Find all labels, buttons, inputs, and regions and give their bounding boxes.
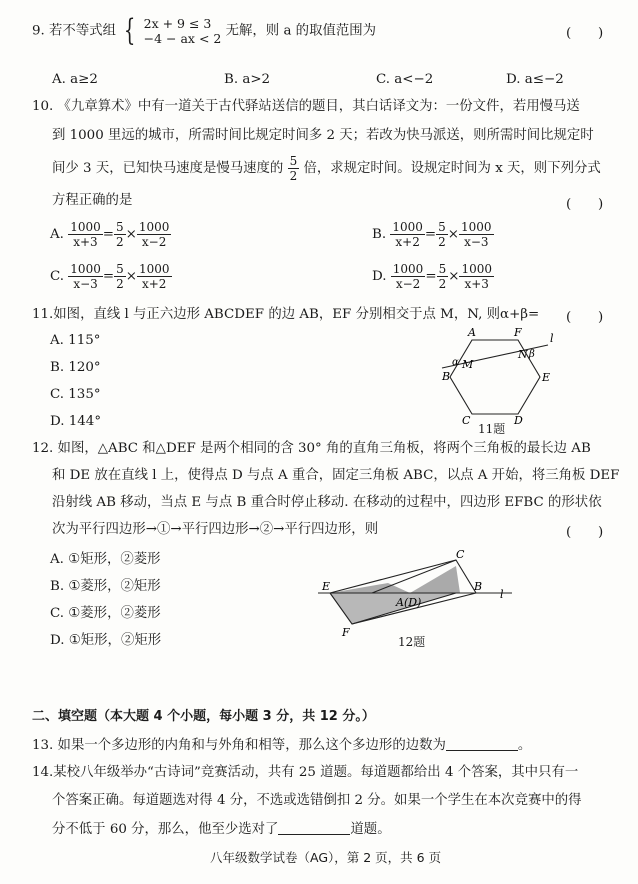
option-label: C. [50,269,65,284]
q9-option-d: D. a≤−2 [506,72,564,87]
q11-stem: 11.如图，直线 l 与正六边形 ABCDEF 的边 AB，EF 分别相交于点 M，N, 则α+β= [32,307,540,322]
label-e: E [542,371,551,384]
frac-numerator: 5 [116,262,124,276]
q13 [32,736,531,755]
q14-line3b: 道题。 [350,822,391,837]
label-n: N [518,348,528,361]
q12-answer-paren: ( ) [566,525,604,540]
q9-post-text: 无解，则 a 的取值范围为 [225,23,377,39]
shaded-region-left [330,583,410,593]
q12-figure-caption: 12题 [398,635,426,649]
frac-numerator: 5 [438,262,447,276]
q10-answer-paren: ( ) [566,197,604,212]
frac-denominator: x+2 [395,235,420,249]
label-a: A [468,326,476,339]
frac-denominator: x−3 [464,235,489,249]
label-l: l [500,588,504,601]
section-heading: 二、填空题（本大题 4 个小题，每小题 3 分，共 12 分。） [32,709,375,724]
q11-figure-caption: 11题 [478,422,506,436]
q9-number: 9. [32,23,45,39]
label-e: E [322,580,331,593]
frac-denominator: 2 [289,169,298,183]
frac [391,262,426,291]
label-l: l [550,332,554,345]
frac-numerator: 5 [289,154,298,168]
q11-answer-paren: ( ) [566,310,604,325]
q9-eq2: −4 − ax < 2 [143,31,222,46]
q10-line3a: 间少 3 天，已知快马速度是慢马速度的 [52,161,284,176]
label-d: D [514,414,523,427]
q12-option-c: C. ①菱形，②菱形 [50,606,161,621]
q13-answer-blank[interactable] [446,736,518,751]
q9-option-c: C. a<−2 [376,72,434,87]
frac-denominator: 2 [116,277,124,291]
q12-triangles-figure [310,548,520,643]
label-c: C [456,548,465,561]
frac-numerator: 1000 [70,220,101,234]
q12-line3: 沿射线 AB 移动，当点 E 与点 B 重合时停止移动. 在移动的过程中，四边形 EFBC 的形状依 [52,495,602,510]
q12-line1: 12. 如图，△ABC 和△DEF 是两个相同的含 30° 角的直角三角板，将两个三角板的最长边 AB [32,441,591,456]
frac [137,262,172,291]
q14-line3 [52,820,391,839]
frac [459,220,494,249]
q10-line2: 到 1000 里远的城市，所需时间比规定时间多 2 天；若改为快马派送，则所需时间比规定时 [52,128,594,143]
q10-option-c: C. $\frac{1000}{x-3}$ = $\frac{5}{2}$ × $\frac{1000}{x+2}$ [50,262,170,291]
frac-numerator: 1000 [461,262,492,276]
q11-option-b: B. 120° [50,360,101,375]
q14-line1: 14.某校八年级举办“古诗词”竞赛活动，共有 25 道题。每道题都给出 4 个答案，其中只有一 [32,765,579,780]
q9-option-b: B. a>2 [224,72,271,87]
frac-numerator: 5 [438,220,446,234]
q14-line3a: 分不低于 60 分，那么，他至少选对了 [52,822,279,837]
q14-line2: 个答案正确。每道题选对得 4 分，不选或选错倒扣 2 分。如果一个学生在本次竞赛中的得 [52,793,582,808]
q9-system [144,16,222,46]
q9-eq1: 2x + 9 ≤ 3 [143,16,212,31]
label-c: C [462,414,471,427]
q13-end: 。 [517,738,532,753]
q12-line2: 和 DE 放在直线 l 上，使得点 D 与点 A 重合，固定三角板 ABC，以点 A 开始，将三角板 DEF [52,468,620,483]
option-label: B. [372,227,387,242]
label-a-d: A(D) [396,596,422,609]
frac [459,262,494,291]
frac-denominator: x−3 [73,277,98,291]
q12-option-a: A. ①矩形，②菱形 [50,552,161,567]
frac-numerator: 5 [115,220,124,234]
frac-denominator: 2 [438,277,447,291]
label-beta: β [529,349,535,360]
page-footer: 八年级数学试卷（AG），第 2 页，共 6 页 [210,850,442,865]
label-b: B [474,580,483,593]
frac [68,220,103,249]
frac-numerator: 1000 [461,220,492,234]
frac-numerator: 1000 [70,262,101,276]
q10-option-d: D. $\frac{1000}{x-2}$ = $\frac{5}{2}$ × $\frac{1000}{x+3}$ [372,262,492,291]
frac-numerator: 1000 [392,262,424,276]
option-label: A. [50,227,64,242]
frac-denominator: 2 [438,235,446,249]
q10-line1: 10. 《九章算术》中有一道关于古代驿站送信的题目，其白话译文为：一份文件，若用慢马送 [32,99,580,114]
frac [436,220,448,249]
q10-line3 [52,154,601,184]
q9-option-a: A. a≥2 [52,72,98,87]
frac-denominator: 2 [115,235,124,249]
q9-answer-paren: ( ) [566,26,604,41]
q10-line4: 方程正确的是 [52,193,133,208]
frac [114,262,126,291]
q9-brace: { [124,13,136,48]
frac-numerator: 1000 [138,220,170,234]
frac-denominator: x+3 [73,235,98,249]
frac-numerator: 1000 [392,220,423,234]
q11-option-d: D. 144° [50,414,102,429]
label-m: M [462,358,474,371]
q10-option-a: A. $\frac{1000}{x+3}$ = $\frac{5}{2}$ × $\frac{1000}{x-2}$ [50,220,170,249]
q10-option-b: B. $\frac{1000}{x+2}$ = $\frac{5}{2}$ × $\frac{1000}{x-3}$ [372,220,492,249]
label-f: F [342,626,350,639]
frac-numerator: 1000 [138,262,170,276]
label-alpha: α [452,357,459,368]
label-f: F [514,326,522,339]
q9-pre-text: 若不等式组 [49,23,116,39]
q13-text: 13. 如果一个多边形的内角和与外角和相等，那么这个多边形的边数为 [32,738,446,753]
q11-option-a: A. 115° [50,333,101,348]
q12-option-d: D. ①矩形，②矩形 [50,633,162,648]
frac-denominator: x+3 [464,277,489,291]
frac-denominator: x+2 [141,277,167,291]
q9-stem [32,13,377,48]
q12-line4: 次为平行四边形→①→平行四边形→②→平行四边形，则 [52,522,379,537]
label-b: B [442,370,451,383]
frac [437,262,449,291]
option-label: D. [372,269,387,284]
frac [137,220,172,249]
triangle-def [330,593,456,624]
frac-denominator: x−2 [141,235,167,249]
q10-ratio-fraction [288,154,300,183]
q11-option-c: C. 135° [50,387,101,402]
frac [114,220,126,249]
frac [68,262,103,291]
q12-option-b: B. ①菱形，②矩形 [50,579,161,594]
q10-line3b: 倍，求规定时间。设规定时间为 x 天，则下列分式 [303,161,601,176]
frac [390,220,425,249]
frac-denominator: x−2 [395,277,421,291]
q14-answer-blank[interactable] [278,820,350,835]
